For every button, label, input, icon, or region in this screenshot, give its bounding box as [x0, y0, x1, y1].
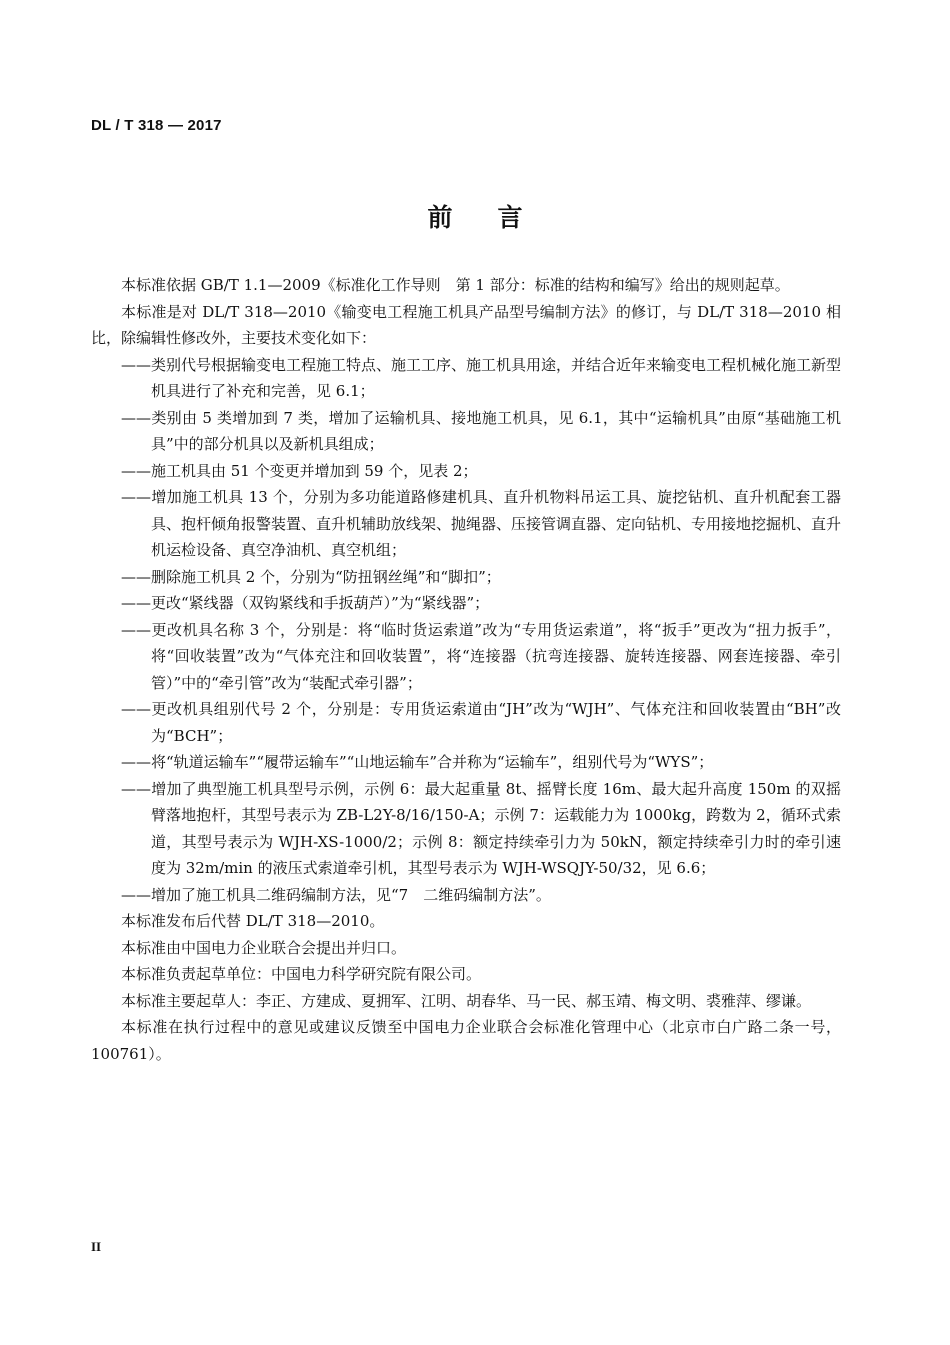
list-dash: ——	[121, 779, 151, 798]
list-dash: ——	[121, 620, 151, 639]
feedback-paragraph: 本标准在执行过程中的意见或建议反馈至中国电力企业联合会标准化管理中心（北京市白广路二条一号，100761）。	[91, 1018, 841, 1063]
change-item: ——删除施工机具 2 个，分别为“防扭钢丝绳”和“脚扣”；	[91, 564, 841, 591]
change-item: ——增加了施工机具二维码编制方法，见“7 二维码编制方法”。	[91, 882, 841, 909]
page-number: II	[91, 1239, 102, 1254]
list-dash: ——	[121, 594, 151, 612]
intro-paragraph-1: 本标准依据 GB/T 1.1—2009《标准化工作导则 第 1 部分：标准的结构和编写》给出的规则起草。	[121, 276, 790, 294]
change-item: ——将“轨道运输车”“履带运输车”“山地运输车”合并称为“运输车”，组别代号为“WYS”；	[91, 749, 841, 776]
drafters-paragraph: 本标准主要起草人：李正、方建成、夏拥军、江明、胡春华、马一民、郝玉靖、梅文明、裘雅萍、缪谦。	[121, 991, 812, 1010]
change-item: ——施工机具由 51 个变更并增加到 59 个，见表 2；	[91, 458, 841, 485]
change-item: ——更改机具名称 3 个，分别是：将“临时货运索道”改为“专用货运索道”，将“扳手”更改为“扭力扳手”，将“回收装置”改为“气体充注和回收装置”，将“连接器（抗弯连接器、旋转连接器、网套连接器、牵引管）”中的“牵引管”改为“装配式牵引器”；	[91, 617, 841, 697]
list-dash: ——	[121, 461, 151, 480]
foreword-body	[91, 272, 841, 1067]
change-item: ——更改机具组别代号 2 个，分别是：专用货运索道由“JH”改为“WJH”、气体充注和回收装置由“BH”改为“BCH”；	[91, 696, 841, 749]
change-item: ——类别代号根据输变电工程施工特点、施工工序、施工机具用途，并结合近年来输变电工程机械化施工新型机具进行了补充和完善，见 6.1；	[91, 352, 841, 405]
change-item: ——增加施工机具 13 个，分别为多功能道路修建机具、直升机物料吊运工具、旋挖钻机、直升机配套工器具、抱杆倾角报警装置、直升机辅助放线架、抛绳器、压接管调直器、定向钻机、专用接地挖掘机、直升机运检设备、真空净油机、真空机组；	[91, 484, 841, 564]
standard-code-header: DL / T 318 — 2017	[91, 117, 222, 134]
page-title: 前言	[427, 203, 568, 232]
list-dash: ——	[121, 488, 151, 506]
closing-paragraph: 本标准由中国电力企业联合会提出并归口。	[121, 938, 407, 957]
closing-paragraph: 本标准负责起草单位：中国电力科学研究院有限公司。	[121, 965, 482, 983]
list-dash: ——	[121, 885, 151, 904]
list-dash: ——	[121, 355, 151, 374]
change-item: ——增加了典型施工机具型号示例，示例 6：最大起重量 8t、摇臂长度 16m、最大起升高度 150m 的双摇臂落地抱杆，其型号表示为 ZB-L2Y-8/16/150-A；示例 7：运载能力为 1000kg，跨数为 2，循环式索道，其型号表示为 WJH-XS-1000/2；示例 8：额定持续牵引力为 50kN，额定持续牵引力时的牵引速度为 32m/min 的液压式索道牵引机，其型号表示为 WJH-WSQJY-50/32，见 6.6；	[91, 776, 841, 882]
list-dash: ——	[121, 753, 151, 771]
list-dash: ——	[121, 408, 151, 427]
closing-paragraph: 本标准发布后代替 DL/T 318—2010。	[121, 912, 385, 930]
list-dash: ——	[121, 567, 151, 586]
change-item: ——类别由 5 类增加到 7 类，增加了运输机具、接地施工机具，见 6.1，其中“运输机具”由原“基础施工机具”中的部分机具以及新机具组成；	[91, 405, 841, 458]
change-item: ——更改“紧线器（双钩紧线和手扳葫芦）”为“紧线器”；	[91, 590, 841, 617]
list-dash: ——	[121, 700, 151, 718]
intro-paragraph-2: 本标准是对 DL/T 318—2010《输变电工程施工机具产品型号编制方法》的修订，与 DL/T 318—2010 相比，除编辑性修改外，主要技术变化如下：	[91, 302, 841, 347]
